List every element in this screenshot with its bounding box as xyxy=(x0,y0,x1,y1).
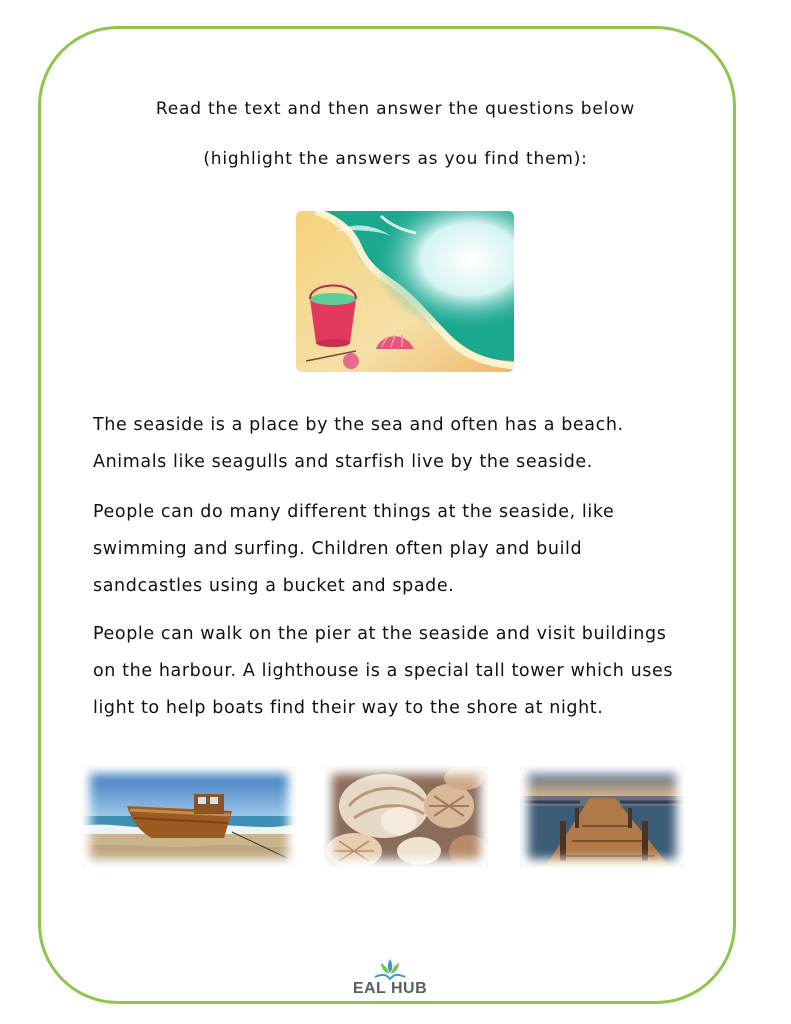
text-line: People can do many different things at the seaside, like xyxy=(93,502,615,522)
logo-text: EAL HUB xyxy=(352,980,428,997)
text-line: sandcastles using a bucket and spade. xyxy=(93,576,455,596)
paragraph-seaside-activities xyxy=(93,494,713,605)
text-line: light to help boats find their way to the shore at night. xyxy=(93,698,604,718)
pier-at-dusk-photo xyxy=(520,766,684,867)
seashells-photo xyxy=(324,766,488,867)
instruction-line-2: (highlight the answers as you find them): xyxy=(203,149,588,169)
text-line: swimming and surfing. Children often play and build xyxy=(93,539,583,559)
text-line: The seaside is a place by the sea and often has a beach. xyxy=(93,415,624,435)
text-line: on the harbour. A lighthouse is a special tall tower which uses xyxy=(93,661,674,681)
paragraph-seaside-intro xyxy=(93,407,713,481)
paragraph-pier-lighthouse xyxy=(93,616,713,727)
boat-on-beach-photo xyxy=(82,766,296,867)
text-line: People can walk on the pier at the seaside and visit buildings xyxy=(93,624,667,644)
instruction-line-1: Read the text and then answer the questions below xyxy=(155,99,636,119)
eal-hub-logo-icon xyxy=(345,955,435,981)
eal-hub-logo xyxy=(345,955,435,1005)
beach-bucket-illustration xyxy=(296,211,514,372)
text-line: Animals like seagulls and starfish live by the seaside. xyxy=(93,452,593,472)
